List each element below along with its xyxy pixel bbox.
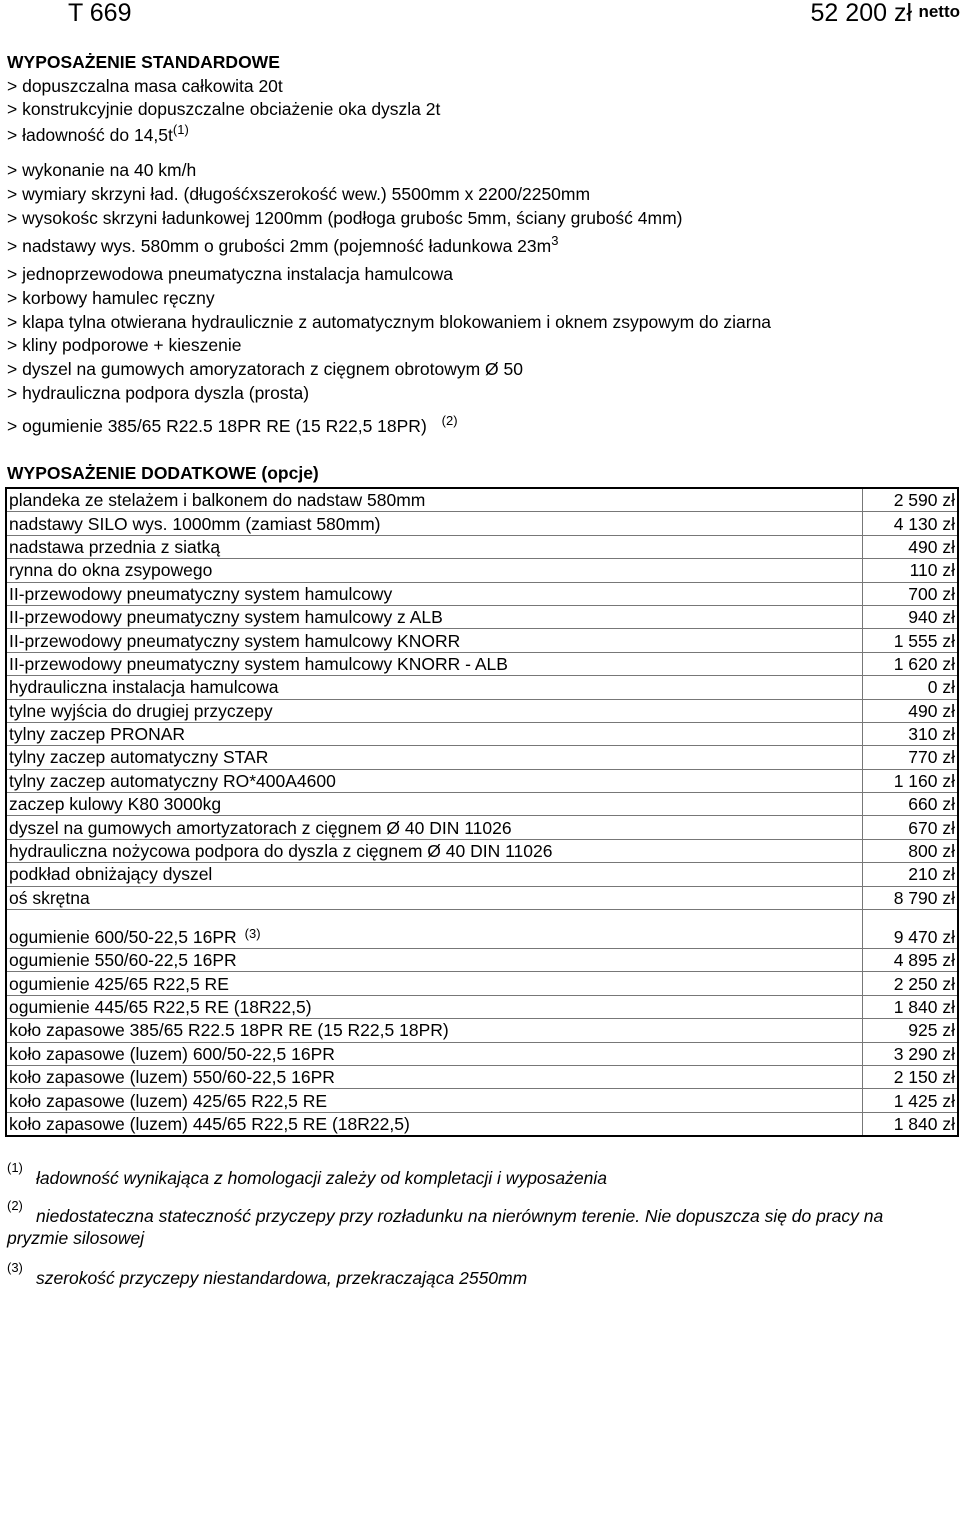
option-name: [6, 910, 863, 949]
standard-item-text: > dopuszczalna masa całkowita 20t: [7, 76, 283, 96]
option-name-text: podkład obniżający dyszel: [9, 864, 213, 885]
footnote-mark: (2): [7, 1198, 23, 1213]
option-price: 2 150 zł: [863, 1065, 959, 1088]
option-price: 800 zł: [863, 839, 959, 862]
standard-item-text: > korbowy hamulec ręczny: [7, 288, 215, 308]
table-row: [6, 1089, 958, 1112]
standard-item-text: > konstrukcyjnie dopuszczalne obciażenie oka dyszla 2t: [7, 99, 441, 119]
option-name-text: koło zapasowe 385/65 R22.5 18PR RE (15 R22,5 18PR): [9, 1020, 449, 1041]
option-name: [6, 1019, 863, 1042]
standard-item: [7, 184, 590, 205]
standard-item: [7, 413, 458, 437]
option-name: [6, 488, 863, 512]
footnote-ref: (1): [172, 122, 189, 137]
standard-item-text: > nadstawy wys. 580mm o grubości 2mm (pojemność ładunkowa 23m: [7, 236, 552, 256]
option-price: 1 620 zł: [863, 652, 959, 675]
footnote-text: szerokość przyczepy niestandardowa, przekraczająca 2550mm: [36, 1268, 528, 1288]
footnote-text: ładowność wynikająca z homologacji zależy od kompletacji i wyposażenia: [36, 1168, 607, 1188]
table-row: [6, 863, 958, 886]
table-row: [6, 995, 958, 1018]
table-row: [6, 652, 958, 675]
table-row: [6, 1019, 958, 1042]
header: [0, 0, 960, 30]
option-price: 9 470 zł: [863, 910, 959, 949]
option-price: 3 290 zł: [863, 1042, 959, 1065]
option-price: 310 zł: [863, 722, 959, 745]
table-row: [6, 746, 958, 769]
standard-item-text: > ładowność do 14,5t: [7, 125, 173, 145]
table-row: [6, 886, 958, 909]
option-name: [6, 949, 863, 972]
option-price: 770 zł: [863, 746, 959, 769]
standard-item-text: > dyszel na gumowych amoryzatorach z cięgnem obrotowym Ø 50: [7, 359, 523, 379]
option-name: [6, 559, 863, 582]
table-row: [6, 512, 958, 535]
option-name-text: dyszel na gumowych amortyzatorach z cięgnem Ø 40 DIN 11026: [9, 817, 512, 838]
standard-item-text: > klapa tylna otwierana hydraulicznie z automatycznym blokowaniem i oknem zsypowym do ziarna: [7, 312, 772, 332]
standard-equipment-title: WYPOSAŻENIE STANDARDOWE: [7, 52, 280, 72]
option-name-text: plandeka ze stelażem i balkonem do nadstaw 580mm: [9, 490, 426, 511]
option-name: [6, 886, 863, 909]
option-price: 0 zł: [863, 676, 959, 699]
standard-item-text: > wymiary skrzyni ład. (długośćxszerokość wew.) 5500mm x 2200/2250mm: [7, 184, 591, 204]
standard-item: [7, 122, 189, 146]
option-price: 925 zł: [863, 1019, 959, 1042]
standard-item-text: > jednoprzewodowa pneumatyczna instalacja hamulcowa: [7, 264, 454, 284]
option-price: 700 zł: [863, 582, 959, 605]
standard-item: [7, 335, 241, 356]
option-name: [6, 652, 863, 675]
table-row: [6, 839, 958, 862]
option-name-text: oś skrętna: [9, 887, 90, 908]
table-row: [6, 972, 958, 995]
footnote-text: niedostateczna stateczność przyczepy przy rozładunku na nierównym terenie. Nie dopuszcza się do pracy na: [36, 1206, 884, 1226]
base-price: 52 200 zł: [810, 0, 912, 27]
option-name: [6, 839, 863, 862]
option-name-text: hydrauliczna instalacja hamulcowa: [9, 677, 279, 698]
option-price: 110 zł: [863, 559, 959, 582]
option-name-text: II-przewodowy pneumatyczny system hamulcowy KNORR - ALB: [9, 653, 508, 674]
standard-item-text: > wysokośc skrzyni ładunkowej 1200mm (podłoga grubośc 5mm, ściany grubość 4mm): [7, 208, 683, 228]
table-row: [6, 816, 958, 839]
footnote-ref: (3): [244, 926, 261, 942]
option-name: [6, 1042, 863, 1065]
option-name: [6, 699, 863, 722]
option-price: 210 zł: [863, 863, 959, 886]
option-price: 940 zł: [863, 605, 959, 628]
option-name-text: rynna do okna zsypowego: [9, 560, 213, 581]
standard-item-text: > kliny podporowe + kieszenie: [7, 335, 242, 355]
option-name: [6, 746, 863, 769]
option-name-text: koło zapasowe (luzem) 445/65 R22,5 RE (18R22,5): [9, 1113, 410, 1134]
model-name: T 669: [68, 0, 132, 27]
standard-item-text: > wykonanie na 40 km/h: [7, 160, 197, 180]
table-row: [6, 699, 958, 722]
option-name-text: nadstawy SILO wys. 1000mm (zamiast 580mm): [9, 513, 381, 534]
option-price: 8 790 zł: [863, 886, 959, 909]
option-name: [6, 972, 863, 995]
option-name: [6, 605, 863, 628]
option-name-text: ogumienie 600/50-22,5 16PR: [9, 927, 237, 948]
option-name: [6, 769, 863, 792]
standard-item-text: > ogumienie 385/65 R22.5 18PR RE (15 R22,5 18PR): [7, 416, 427, 436]
option-price: 490 zł: [863, 699, 959, 722]
optional-equipment-table: [5, 487, 959, 1137]
option-name-text: ogumienie 445/65 R22,5 RE (18R22,5): [9, 997, 312, 1017]
option-price: 4 895 zł: [863, 949, 959, 972]
standard-item: [7, 288, 215, 309]
standard-item: [7, 76, 283, 97]
option-price: 1 840 zł: [863, 995, 959, 1018]
option-name: [6, 1112, 863, 1136]
footnote-mark: (1): [7, 1160, 23, 1175]
option-price: 670 zł: [863, 816, 959, 839]
table-row: [6, 676, 958, 699]
netto-label: netto: [918, 2, 960, 21]
footnote-ref: 3: [551, 233, 559, 248]
footnote-ref: (2): [441, 413, 458, 428]
option-name-text: zaczep kulowy K80 3000kg: [9, 794, 222, 815]
option-name: [6, 535, 863, 558]
option-name-text: II-przewodowy pneumatyczny system hamulcowy z ALB: [9, 607, 443, 628]
option-name-text: koło zapasowe (luzem) 550/60-22,5 16PR: [9, 1067, 335, 1088]
option-name: [6, 816, 863, 839]
table-row: [6, 722, 958, 745]
table-row: [6, 1065, 958, 1088]
option-price: 4 130 zł: [863, 512, 959, 535]
standard-item: [7, 359, 523, 380]
table-row: [6, 910, 958, 949]
option-price: 1 555 zł: [863, 629, 959, 652]
option-name: [6, 1065, 863, 1088]
standard-item-text: > hydrauliczna podpora dyszla (prosta): [7, 383, 310, 403]
option-price: 2 250 zł: [863, 972, 959, 995]
table-row: [6, 559, 958, 582]
footnote-text-continued: pryzmie silosowej: [7, 1228, 145, 1248]
table-row: [6, 949, 958, 972]
option-name: [6, 863, 863, 886]
standard-item: [7, 208, 683, 229]
option-name: [6, 512, 863, 535]
option-name: [6, 722, 863, 745]
standard-item: [7, 312, 771, 333]
option-name-text: nadstawa przednia z siatką: [9, 536, 221, 557]
option-price: 660 zł: [863, 793, 959, 816]
table-row: [6, 629, 958, 652]
option-name-text: koło zapasowe (luzem) 425/65 R22,5 RE: [9, 1090, 328, 1111]
option-name-text: tylne wyjścia do drugiej przyczepy: [9, 700, 273, 721]
option-price: 2 590 zł: [863, 488, 959, 512]
table-row: [6, 1112, 958, 1136]
option-name: [6, 582, 863, 605]
table-row: [6, 769, 958, 792]
standard-item: [7, 99, 440, 120]
option-name-text: tylny zaczep automatyczny RO*400A4600: [9, 770, 336, 791]
table-row: [6, 793, 958, 816]
standard-item: [7, 160, 196, 181]
option-name: [6, 629, 863, 652]
option-name-text: II-przewodowy pneumatyczny system hamulcowy KNORR: [9, 630, 461, 651]
option-name: [6, 995, 863, 1018]
option-name: [6, 1089, 863, 1112]
table-row: [6, 582, 958, 605]
option-name: [6, 676, 863, 699]
option-name-text: tylny zaczep automatyczny STAR: [9, 747, 269, 768]
option-price: 490 zł: [863, 535, 959, 558]
standard-item: [7, 383, 309, 404]
option-name-text: tylny zaczep PRONAR: [9, 724, 186, 745]
table-row: [6, 535, 958, 558]
option-name-text: ogumienie 425/65 R22,5 RE: [9, 973, 229, 994]
footnote-mark: (3): [7, 1260, 23, 1275]
option-name-text: ogumienie 550/60-22,5 16PR: [9, 950, 237, 971]
option-name-text: koło zapasowe (luzem) 600/50-22,5 16PR: [9, 1043, 335, 1064]
table-row: [6, 605, 958, 628]
option-price: 1 160 zł: [863, 769, 959, 792]
option-name: [6, 793, 863, 816]
option-price: 1 425 zł: [863, 1089, 959, 1112]
table-row: [6, 1042, 958, 1065]
option-price: 1 840 zł: [863, 1112, 959, 1136]
option-name-text: hydrauliczna nożycowa podpora do dyszla z cięgnem Ø 40 DIN 11026: [9, 841, 553, 862]
optional-equipment-title: WYPOSAŻENIE DODATKOWE (opcje): [7, 463, 319, 483]
table-row: [6, 488, 958, 512]
option-name-text: II-przewodowy pneumatyczny system hamulcowy: [9, 583, 393, 604]
standard-item: [7, 264, 453, 285]
standard-item: [7, 233, 559, 257]
